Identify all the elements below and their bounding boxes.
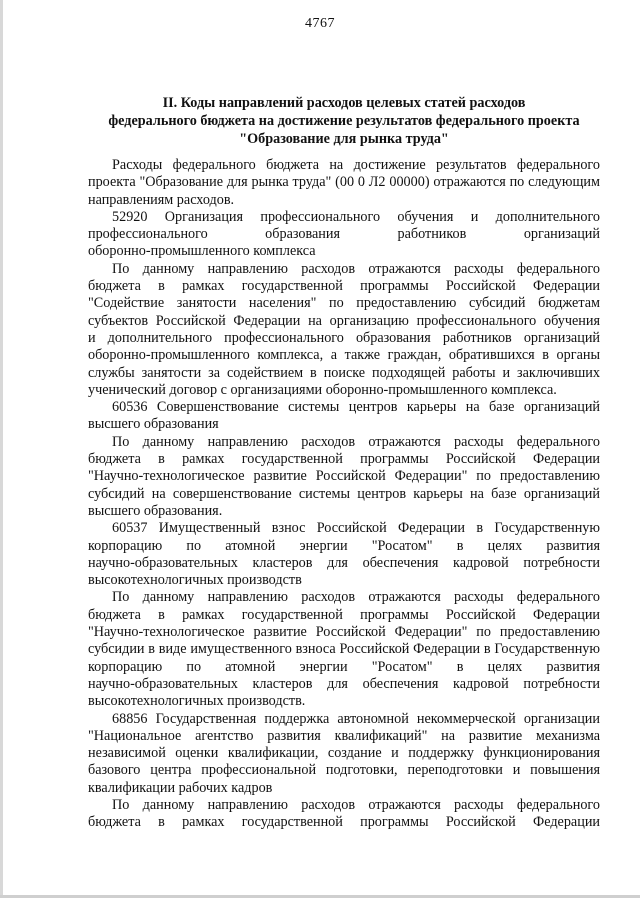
- text-line: оборонно-промышленного комплекса, а также граждан, обратившихся в органы: [88, 347, 600, 364]
- text-line: По данному направлению расходов отражаются расходы федерального: [112, 589, 600, 606]
- paragraph: [88, 209, 600, 261]
- text-line: базового центра профессиональной подготовки, переподготовки и повышения: [88, 762, 600, 779]
- paragraph: [88, 157, 600, 209]
- heading-line: II. Коды направлений расходов целевых статей расходов: [162, 95, 526, 111]
- paragraph: [88, 434, 600, 520]
- text-line: бюджета в рамках государственной программы Российской Федерации: [88, 814, 600, 831]
- text-line: "Национальное агентство развития квалификаций" на развитие механизма: [88, 727, 600, 744]
- text-line: независимой оценки квалификации, создание и поддержку функционирования: [88, 745, 600, 762]
- scan-edge-left: [0, 0, 3, 898]
- text-line: По данному направлению расходов отражаются расходы федерального: [112, 433, 600, 450]
- heading-line: федерального бюджета на достижение результатов федерального проекта: [108, 113, 580, 129]
- document-body: [88, 157, 600, 832]
- text-line: 60536 Совершенствование системы центров карьеры на базе организаций: [112, 399, 600, 416]
- text-line: субсидий на совершенствование системы центров карьеры на базе организаций: [88, 485, 600, 502]
- text-line: субъектов Российской Федерации на организацию профессионального обучения: [88, 312, 600, 329]
- text-line: 52920 Организация профессионального обучения и дополнительного: [112, 208, 600, 225]
- text-line: 60537 Имущественный взнос Российской Федерации в Государственную: [112, 520, 600, 537]
- text-line: корпорацию по атомной энергии "Росатом" в целях развития: [88, 537, 600, 554]
- paragraph: [88, 797, 600, 832]
- text-line: субсидии в виде имущественного взноса Российской Федерации в Государственную: [88, 641, 600, 658]
- paragraph: [88, 589, 600, 710]
- text-line: профессионального образования работников организаций: [88, 226, 600, 243]
- text-line: научно-образовательных кластеров для обеспечения кадровой потребности: [88, 675, 600, 692]
- text-line: высокотехнологичных производств: [88, 572, 302, 589]
- heading-line: "Образование для рынка труда": [239, 131, 449, 147]
- text-line: Расходы федерального бюджета на достижение результатов федерального: [112, 157, 600, 173]
- text-line: научно-образовательных кластеров для обеспечения кадровой потребности: [88, 554, 600, 571]
- paragraph: [88, 520, 600, 589]
- paragraph: [88, 261, 600, 399]
- text-line: "Научно-технологическое развитие Российской Федерации" по предоставлению: [88, 624, 600, 641]
- text-line: службы занятости за содействием в поиске подходящей работы и заключивших: [88, 364, 600, 381]
- section-heading: [88, 94, 600, 148]
- text-line: По данному направлению расходов отражаются расходы федерального: [112, 260, 600, 277]
- text-line: квалификации рабочих кадров: [88, 779, 273, 796]
- paragraph: [88, 399, 600, 434]
- text-line: высшего образования: [88, 416, 219, 433]
- text-line: бюджета в рамках государственной программы Российской Федерации: [88, 451, 600, 468]
- text-line: 68856 Государственная поддержка автономной некоммерческой организации: [112, 710, 600, 727]
- text-line: бюджета в рамках государственной программы Российской Федерации: [88, 606, 600, 623]
- text-line: "Содействие занятости населения" по предоставлению субсидий бюджетам: [88, 295, 600, 312]
- text-line: проекта "Образование для рынка труда" (00 0 Л2 00000) отражаются по следующим: [88, 174, 600, 191]
- page-number: 4767: [305, 16, 335, 31]
- paragraph: [88, 711, 600, 797]
- text-line: высшего образования.: [88, 502, 223, 519]
- text-line: бюджета в рамках государственной программы Российской Федерации: [88, 278, 600, 295]
- text-line: высокотехнологичных производств.: [88, 693, 306, 710]
- text-line: корпорацию по атомной энергии "Росатом" в целях развития: [88, 658, 600, 675]
- text-line: ученический договор с организациями оборонно-промышленного комплекса.: [88, 381, 557, 398]
- text-line: и дополнительного профессионального образования работников организаций: [88, 329, 600, 346]
- text-line: оборонно-промышленного комплекса: [88, 243, 316, 260]
- text-line: "Научно-технологическое развитие Российской Федерации" по предоставлению: [88, 468, 600, 485]
- text-line: По данному направлению расходов отражаются расходы федерального: [112, 796, 600, 813]
- text-line: направлениям расходов.: [88, 191, 235, 208]
